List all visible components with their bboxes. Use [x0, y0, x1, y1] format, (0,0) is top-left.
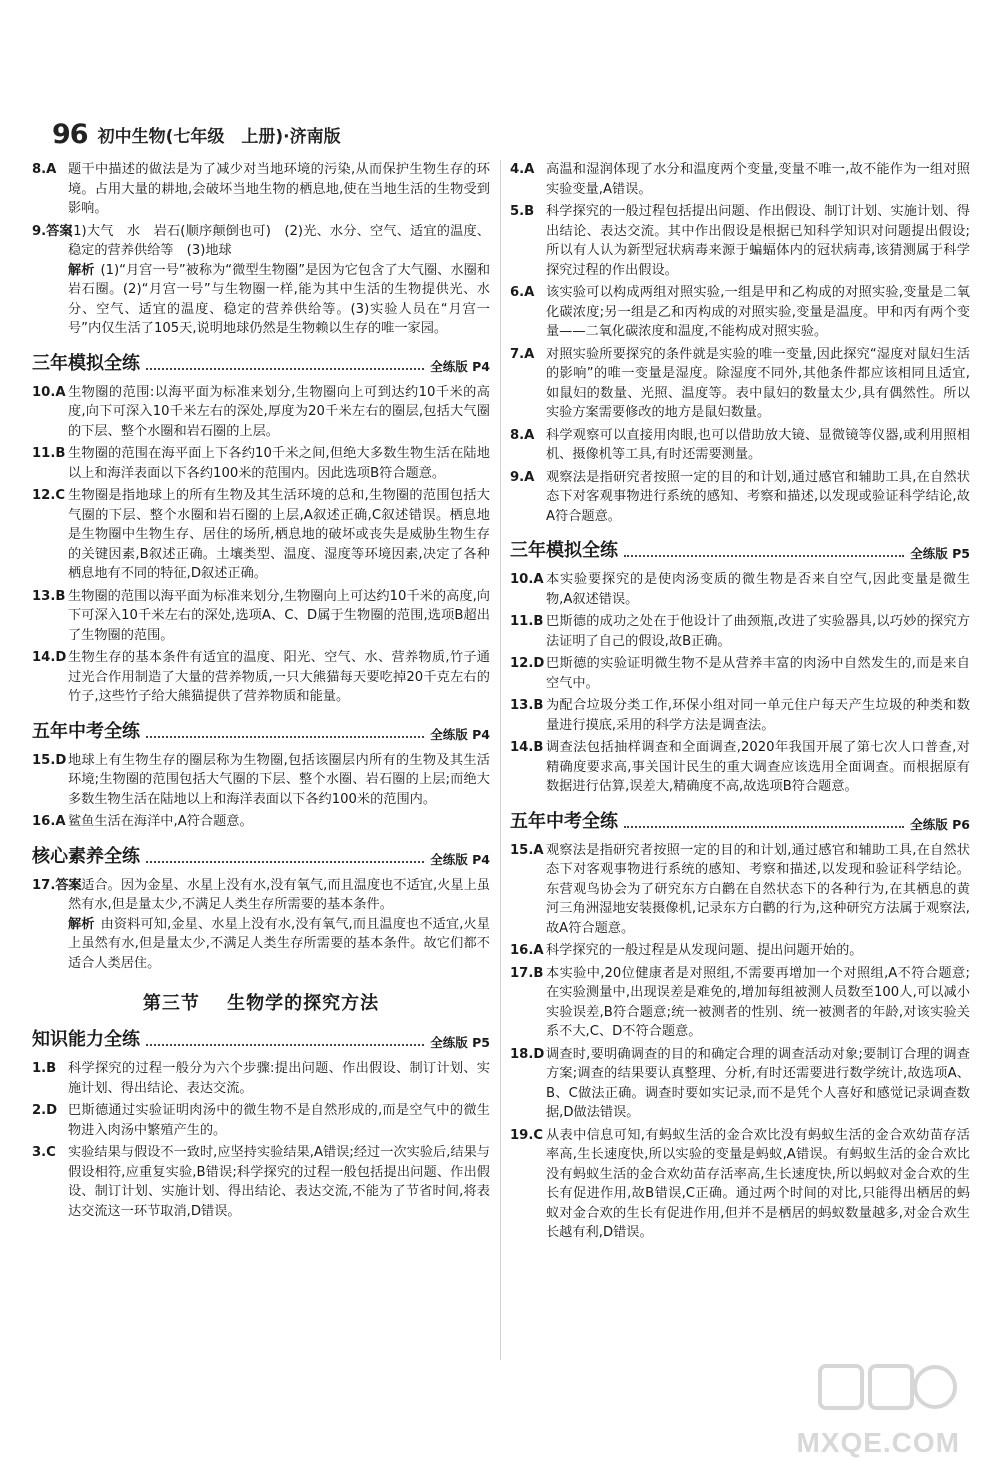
- section-title: 三年模拟全练: [510, 540, 618, 561]
- answer-number: 10.A: [510, 572, 544, 587]
- answer-text: 本实验中,20位健康者是对照组,不需要再增加一个对照组,A不符合题意;在实验测量中,出现误差是难免的,增加每组被测人员数至100人,可以减小实验误差,B符合题意;统一被测者的性别、统一被测者的年龄,对该实验关系不大,C、D不符合题意。: [546, 965, 970, 1039]
- analysis-label: 解析: [68, 916, 95, 932]
- answer-item: [510, 612, 970, 651]
- section-title: 五年中考全练: [510, 810, 618, 832]
- analysis-label: 解析: [68, 262, 95, 278]
- section-dots: [624, 554, 904, 557]
- left-section-4-items: [32, 1059, 490, 1221]
- left-section-3-items: [32, 876, 490, 974]
- page-number: 96: [52, 118, 88, 150]
- section-header-left-2: [32, 719, 490, 743]
- answer-text: 生物生存的基本条件有适宜的温度、阳光、空气、水、营养物质,竹子通过光合作用制造了大量的营养物质,一只大熊猫每天要吃掉20千克左右的竹子,这些竹子给大熊猫提供了营养物质和能量。: [68, 650, 490, 704]
- section-title: 核心素养全练: [32, 845, 140, 867]
- answer-number: 9.答案: [32, 223, 73, 239]
- answer-item: [510, 841, 970, 939]
- section-dots: [146, 735, 424, 738]
- answer-text: 科学探究的一般过程是从发现问题、提出问题开始的。: [546, 943, 863, 958]
- answer-number: 8.A: [32, 162, 57, 177]
- answer-number: 17.答案: [32, 877, 82, 893]
- answer-number: 18.D: [510, 1046, 545, 1062]
- answer-item: [32, 876, 490, 974]
- answer-text: 实验结果与假设不一致时,应坚持实验结果,A错误;经过一次实验后,结果与假设相符,应重复实验,B错误;科学探究的过程一般包括提出问题、作出假设、制订计划、实施计划、得出结论、表达交流,不能为了节省时间,将表达交流这一环节取消,D错误。: [68, 1145, 490, 1219]
- answer-number: 2.D: [32, 1103, 58, 1118]
- answer-text: 生物圈的范围以海平面为标准来划分,生物圈向上可达约10千米的高度,向下可深入10千米左右的深处,选项A、C、D属于生物圈的范围,选项B超出了生物圈的范围。: [68, 588, 490, 643]
- answer-text: 调查时,要明确调查的目的和确定合理的调查活动对象;要制订合理的调查方案;调查的结果要认真整理、分析,有时还需要进行数学统计,故选项A、B、C做法正确。调查时要如实记录,而不是凭个人喜好和感觉记录调查数据,D做法错误。: [546, 1046, 970, 1120]
- chapter-number: 第三节: [142, 993, 200, 1014]
- answer-text: 该实验可以构成两组对照实验,一组是甲和乙构成的对照实验,变量是二氧化碳浓度;另一组是乙和丙构成的对照实验,变量是温度。甲和丙有两个变量——二氧化碳浓度和温度,不能构成对照实验。: [546, 285, 970, 339]
- section-dots: [146, 1043, 424, 1046]
- answer-item: [510, 283, 970, 342]
- answer-item: [510, 570, 970, 609]
- answer-text: 科学探究的一般过程包括提出问题、作出假设、制订计划、实施计划、得出结论、表达交流。其中作出假设是根据已知科学知识对问题提出假设;所以有人认为新型冠状病毒来源于蝙蝠体内的冠状病毒,该猜测属于科学探究过程的作出假设。: [546, 204, 970, 278]
- answer-text: 生物圈的范围:以海平面为标准来划分,生物圈向上可到达约10千米的高度,向下可深入10千米左右的深处,厚度为20千米左右的圈层,包括大气圈的下层、整个水圈和岩石圈的上层。: [68, 384, 490, 439]
- section-dots: [146, 367, 424, 370]
- answer-text: 对照实验所要探究的条件就是实验的唯一变量,因此探究“湿度对鼠妇生活的影响”的唯一变量是湿度。除湿度不同外,其他条件都应该相同且适宜,如鼠妇的数量、光照、温度等。表中鼠妇的数量太少,具有偶然性。所以实验方案需要修改的地方是鼠妇数量。: [546, 346, 970, 420]
- answer-text: 高温和湿润体现了水分和温度两个变量,变量不唯一,故不能作为一组对照实验变量,A错误。: [546, 162, 970, 197]
- answer-number: 11.B: [510, 614, 544, 629]
- answer-text: 从表中信息可知,有蚂蚁生活的金合欢比没有蚂蚁生活的金合欢幼苗存活率高,生长速度快,所以实验的变量是蚂蚁,A错误。有蚂蚁生活的金合欢比没有蚂蚁生活的金合欢幼苗存活率高,生长速度快,所以蚂蚁对金合欢的生长有促进作用,故B错误,C正确。通过两个时间的对比,只能得出栖居的蚂蚁对金合欢的生长有促进作用,但并不是栖居的蚂蚁数量越多,对金合欢生长越有利,D错误。: [546, 1127, 970, 1240]
- answer-number: 12.D: [510, 656, 545, 671]
- answer-item: [32, 1059, 490, 1098]
- answer-item: [510, 696, 970, 735]
- answer-number: 14.B: [510, 740, 544, 755]
- answer-number: 3.C: [32, 1145, 56, 1160]
- answer-text: 巴斯德通过实验证明肉汤中的微生物不是自然形成的,而是空气中的微生物进入肉汤中繁殖产生的。: [68, 1103, 490, 1138]
- answer-text: (1)大气 水 岩石(顺序颠倒也可) (2)光、水分、空气、适宜的温度、稳定的营养供给等 (3)地球: [68, 223, 490, 258]
- analysis-text: (1)“月宫一号”被称为“微型生物圈”是因为它包含了大气圈、水圈和岩石圈。(2)“月宫一号”与生物圈一样,能为其中生活的生物提供光、水分、空气、适宜的温度、稳定的营养供给等。(3)实验人员在“月宫一号”内仅生活了105天,说明地球仍然是生物赖以生存的唯一家园。: [68, 262, 491, 336]
- answer-item: [32, 160, 490, 219]
- answer-number: 15.A: [510, 842, 544, 858]
- right-section-1-items: [510, 570, 970, 797]
- watermark-text: MXQE.COM: [796, 1427, 960, 1458]
- answer-item: [510, 738, 970, 797]
- answer-number: 1.B: [32, 1061, 57, 1076]
- page-header: [52, 114, 341, 154]
- answer-number: 14.D: [32, 650, 67, 665]
- answer-text: 本实验要探究的是使肉汤变质的微生物是否来自空气,因此变量是微生物,A叙述错误。: [546, 572, 970, 607]
- section-version: 全练版 P4: [430, 358, 490, 374]
- answer-number: 10.A: [32, 384, 66, 400]
- answer-number: 15.D: [32, 752, 67, 768]
- left-section-1-items: [32, 383, 490, 707]
- section-dots: [624, 825, 904, 828]
- answer-text: 生物圈是指地球上的所有生物及其生活环境的总和,生物圈的范围包括大气圈的下层、整个水圈和岩石圈的上层,A叙述正确,C叙述错误。栖息地是生物圈中生物生存、居住的场所,栖息地的破坏或丧失是威胁生物生存的关键因素,B叙述正确。土壤类型、温度、湿度等环境因素,决定了各种栖息地有不同的特征,D叙述正确。: [68, 488, 490, 581]
- section-header-left-1: [32, 351, 490, 375]
- chapter-name: 生物学的探究方法: [227, 993, 380, 1014]
- left-column: [32, 160, 490, 1224]
- answer-item: [510, 1045, 970, 1123]
- section-header-left-3: [32, 844, 490, 868]
- analysis-block: [68, 261, 490, 339]
- answer-item: [510, 160, 970, 199]
- answer-text: 地球上有生物生存的圈层称为生物圈,包括该圈层内所有的生物及其生活环境;生物圈的范围包括大气圈的下层、整个水圈、岩石圈的上层;而绝大多数生物生活在陆地以上和海洋表面以下各约100米的范围内。: [68, 752, 490, 807]
- answer-number: 16.A: [32, 814, 66, 829]
- answer-text: 科学探究的过程一般分为六个步骤:提出问题、作出假设、制订计划、实施计划、得出结论、表达交流。: [68, 1061, 490, 1096]
- answer-item: [510, 426, 970, 465]
- answer-text: 生物圈的范围在海平面上下各约10千米之间,但绝大多数生物生活在陆地以上和海洋表面以下各约100米的范围内。因此选项B符合题意。: [68, 446, 490, 481]
- answer-item: [510, 345, 970, 423]
- answer-text: 为配合垃圾分类工作,环保小组对同一单元住户每天产生垃圾的种类和数量进行摸底,采用的科学方法是调查法。: [546, 698, 970, 733]
- answer-number: 7.A: [510, 346, 535, 362]
- answer-item: [32, 587, 490, 646]
- section-version: 全练版 P6: [910, 816, 970, 832]
- answer-item: [510, 654, 970, 693]
- answer-text: 不适合。因为金星、水星上没有水,没有氧气,而且温度也不适宜,火星上虽然有水,但是量太少,不满足人类生存所需要的基本条件。: [68, 877, 490, 912]
- section-title: 知识能力全练: [32, 1029, 140, 1050]
- answer-item: [32, 1101, 490, 1140]
- answer-item: [32, 486, 490, 584]
- right-column: [510, 160, 970, 1246]
- answer-number: 19.C: [510, 1127, 544, 1143]
- section-title: 五年中考全练: [32, 720, 140, 742]
- answer-number: 4.A: [510, 162, 535, 177]
- section-version: 全练版 P5: [430, 1035, 490, 1050]
- analysis-block: [68, 915, 490, 974]
- right-section-2-items: [510, 841, 970, 1243]
- section-version: 全练版 P4: [430, 726, 490, 742]
- section-header-right-2: [510, 809, 970, 833]
- answer-number: 17.B: [510, 965, 544, 981]
- answer-item: [510, 202, 970, 280]
- left-section-2-items: [32, 751, 490, 832]
- section-header-left-4: [32, 1027, 490, 1051]
- answer-number: 9.A: [510, 469, 535, 485]
- answer-text: 巴斯德的成功之处在于他设计了曲颈瓶,改进了实验器具,以巧妙的探究方法证明了自己的假设,故B正确。: [546, 614, 970, 649]
- answer-item: [510, 468, 970, 527]
- section-version: 全练版 P5: [910, 546, 970, 561]
- answer-item: [510, 941, 970, 961]
- answer-item: [32, 1143, 490, 1221]
- answer-item: [32, 648, 490, 707]
- answer-text: 观察法是指研究者按照一定的目的和计划,通过感官和辅助工具,在自然状态下对客观事物进行系统的感知、考察和描述,以发现或验证科学结论,故A符合题意。: [546, 469, 970, 524]
- section-header-right-1: [510, 538, 970, 562]
- answer-item: [510, 964, 970, 1042]
- answer-text: 科学观察可以直接用肉眼,也可以借助放大镜、显微镜等仪器,或利用照相机、摄像机等工具,有时还需要测量。: [546, 427, 970, 462]
- answer-number: 13.B: [510, 698, 544, 713]
- answer-text: 巴斯德的实验证明微生物不是从营养丰富的肉汤中自然发生的,而是来自空气中。: [546, 656, 970, 691]
- analysis-text: 由资料可知,金星、水星上没有水,没有氧气,而且温度也不适宜,火星上虽然有水,但是量太少,不满足人类生存所需要的基本条件。故它们都不适合人类居住。: [68, 916, 490, 971]
- section-dots: [146, 860, 424, 863]
- book-title: 初中生物(七年级 上册)·济南版: [97, 126, 341, 147]
- answer-text: 观察法是指研究者按照一定的目的和计划,通过感官和辅助工具,在自然状态下对客观事物进行系统的感知、考察和描述,以发现和验证科学结论。东营观鸟协会为了研究东方白鹳在自然状态下的各种行为,在其栖息的黄河三角洲湿地安装摄像机,记录东方白鹳的行为,这种研究方法属于观察法,故A符合题意。: [546, 842, 970, 936]
- answer-item: [32, 222, 490, 339]
- answer-number: 8.A: [510, 427, 535, 443]
- answer-number: 12.C: [32, 488, 66, 503]
- answer-number: 13.B: [32, 588, 66, 604]
- answer-number: 5.B: [510, 204, 535, 219]
- answer-text: 调查法包括抽样调查和全面调查,2020年我国开展了第七次人口普查,对精确度要求高,事关国计民生的重大调查应该选用全面调查。而根据原有数据进行估算,误差大,精确度不高,故选项B符合题意。: [546, 740, 970, 794]
- section-version: 全练版 P4: [430, 851, 490, 867]
- answer-number: 16.A: [510, 943, 544, 958]
- answer-text: 题干中描述的做法是为了减少对当地环境的污染,从而保护生物生存的环境。占用大量的耕地,会破坏当地生物的栖息地,使在当地生活的生物受到影响。: [68, 162, 490, 216]
- answer-item: [32, 444, 490, 483]
- answer-item: [510, 1126, 970, 1243]
- answer-number: 6.A: [510, 285, 535, 300]
- answer-text: 鲨鱼生活在海洋中,A符合题意。: [68, 814, 253, 829]
- answer-item: [32, 751, 490, 810]
- right-top-items: [510, 160, 970, 526]
- answer-item: [32, 812, 490, 832]
- column-divider: [500, 160, 501, 1360]
- answer-item: [32, 383, 490, 442]
- left-top-items: [32, 160, 490, 339]
- chapter-title: [32, 989, 490, 1015]
- section-title: 三年模拟全练: [32, 352, 140, 374]
- answer-number: 11.B: [32, 446, 66, 461]
